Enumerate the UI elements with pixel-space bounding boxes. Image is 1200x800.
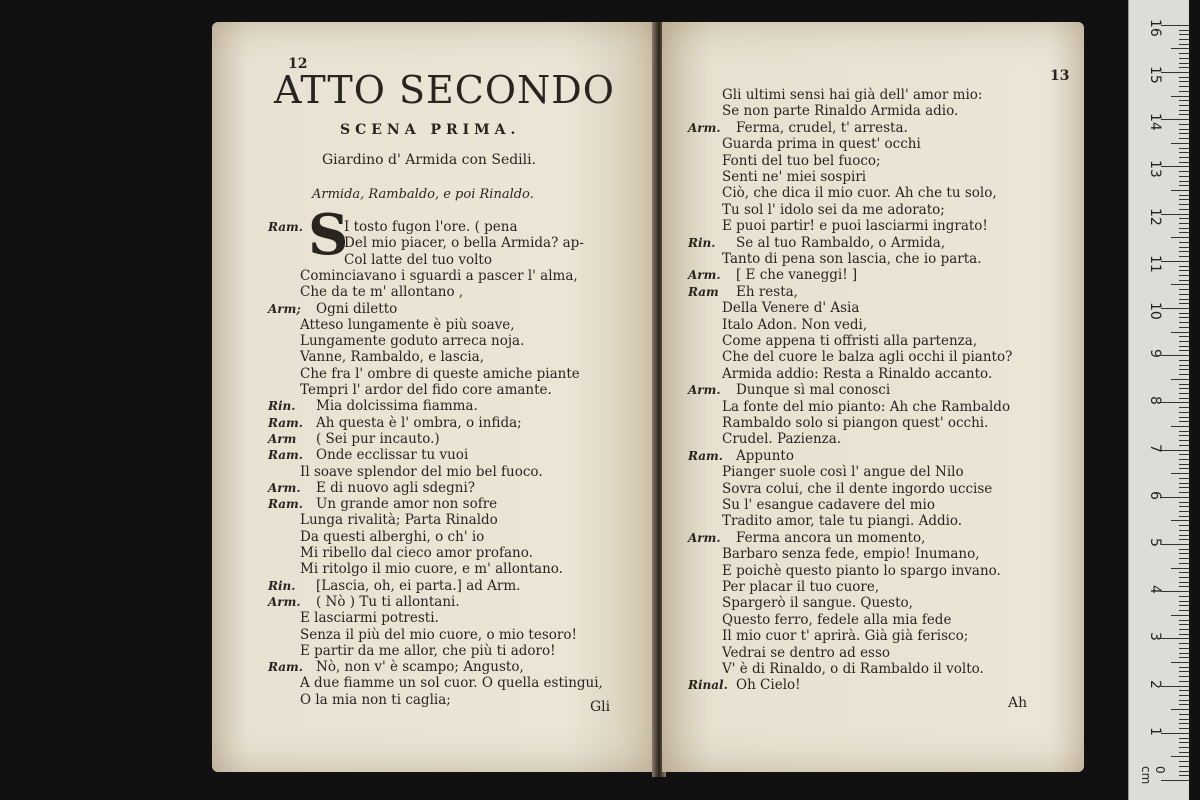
speaker-label: Ram bbox=[688, 284, 719, 299]
ruler-tick bbox=[1179, 653, 1189, 654]
verse-line: ( Nò ) Tu ti allontani. bbox=[316, 593, 460, 610]
ruler-tick bbox=[1179, 39, 1189, 40]
catchword: Ah bbox=[1008, 695, 1028, 711]
page-number: 13 bbox=[1050, 68, 1070, 84]
ruler-tick bbox=[1179, 327, 1189, 328]
ruler-tick bbox=[1179, 535, 1189, 536]
scene-setting: Giardino d' Armida con Sedili. bbox=[322, 152, 537, 168]
ruler-tick bbox=[1179, 634, 1189, 635]
ruler-number: 8 bbox=[1147, 396, 1163, 406]
left-page bbox=[212, 22, 656, 772]
speaker-label: Rin. bbox=[268, 399, 296, 414]
ruler-tick bbox=[1179, 747, 1189, 748]
verse-line: Armida addio: Resta a Rinaldo accanto. bbox=[722, 365, 993, 382]
ruler-unit-label: 0 cm bbox=[1139, 766, 1167, 785]
ruler-tick bbox=[1179, 563, 1189, 564]
ruler-tick bbox=[1179, 775, 1189, 776]
ruler-tick bbox=[1179, 110, 1189, 111]
ruler-tick bbox=[1161, 780, 1189, 781]
verse-line: O la mia non ti caglia; bbox=[300, 691, 451, 708]
ruler-tick bbox=[1179, 553, 1189, 554]
ruler-tick bbox=[1171, 520, 1189, 521]
ruler-tick bbox=[1161, 544, 1189, 545]
speaker-label: Arm. bbox=[268, 594, 301, 609]
ruler-tick bbox=[1179, 280, 1189, 281]
ruler-tick bbox=[1171, 379, 1189, 380]
verse-line: E poichè questo pianto lo spargo invano. bbox=[722, 562, 1001, 579]
verse-line: Tradito amor, tale tu piangi. Addio. bbox=[722, 513, 963, 530]
ruler-tick bbox=[1171, 615, 1189, 616]
verse-line: Se non parte Rinaldo Armida adio. bbox=[722, 103, 959, 120]
verse-line: Gli ultimi sensi hai già dell' amor mio: bbox=[722, 87, 983, 103]
ruler-tick bbox=[1179, 530, 1189, 531]
ruler-tick bbox=[1179, 247, 1189, 248]
ruler-tick bbox=[1179, 322, 1189, 323]
ruler-tick bbox=[1179, 738, 1189, 739]
ruler-tick bbox=[1179, 610, 1189, 611]
ruler-tick bbox=[1179, 728, 1189, 729]
ruler-tick bbox=[1161, 497, 1189, 498]
verse-line: Guarda prima in quest' occhi bbox=[722, 136, 921, 153]
ruler-tick bbox=[1179, 81, 1189, 82]
ruler-tick bbox=[1161, 355, 1189, 356]
ruler-tick bbox=[1179, 761, 1189, 762]
ruler-tick bbox=[1171, 332, 1189, 333]
ruler-number: 3 bbox=[1147, 632, 1163, 642]
speaker-label: Ram. bbox=[268, 448, 303, 463]
ruler-tick bbox=[1179, 629, 1189, 630]
speaker-label: Rin. bbox=[688, 235, 716, 250]
verse-line: Spargerò il sangue. Questo, bbox=[722, 595, 913, 612]
page-number: 12 bbox=[288, 56, 308, 72]
ruler-number: 7 bbox=[1147, 443, 1163, 453]
verse-line: Pianger suole così l' angue del Nilo bbox=[722, 464, 964, 481]
speaker-label: Ram. bbox=[268, 415, 303, 430]
ruler-tick bbox=[1179, 86, 1189, 87]
verse-line: Sovra colui, che il dente ingordo uccise bbox=[722, 480, 993, 497]
ruler-tick bbox=[1179, 336, 1189, 337]
ruler-tick bbox=[1161, 25, 1189, 26]
ruler-tick bbox=[1179, 478, 1189, 479]
ruler-tick bbox=[1179, 270, 1189, 271]
ruler-tick bbox=[1179, 771, 1189, 772]
ruler-tick bbox=[1179, 676, 1189, 677]
ruler-tick bbox=[1161, 308, 1189, 309]
verse-line: Il soave splendor del mio bel fuoco. bbox=[300, 463, 543, 480]
ruler-tick bbox=[1179, 289, 1189, 290]
verse-line: Oh Cielo! bbox=[736, 677, 801, 694]
ruler-tick bbox=[1179, 695, 1189, 696]
verse-line: Ferma, crudel, t' arresta. bbox=[736, 119, 908, 136]
ruler-tick bbox=[1179, 601, 1189, 602]
verse-line: Atteso lungamente è più soave, bbox=[300, 316, 515, 333]
ruler-tick bbox=[1179, 124, 1189, 125]
verse-line: [Lascia, oh, ei parta.] ad Arm. bbox=[316, 577, 521, 594]
verse-line: I tosto fugon l'ore. ( pena bbox=[344, 219, 518, 235]
verse-line: Senti ne' miei sospiri bbox=[722, 169, 867, 185]
ruler-tick bbox=[1179, 445, 1189, 446]
speaker-label: Ram. bbox=[688, 448, 723, 463]
ruler-tick bbox=[1179, 232, 1189, 233]
ruler-tick bbox=[1171, 190, 1189, 191]
ruler-tick bbox=[1161, 119, 1189, 120]
ruler-tick bbox=[1179, 440, 1189, 441]
ruler-tick bbox=[1179, 350, 1189, 351]
verse-line: Da questi alberghi, o ch' io bbox=[300, 528, 485, 545]
ruler-tick bbox=[1179, 199, 1189, 200]
ruler-tick bbox=[1179, 487, 1189, 488]
ruler-tick bbox=[1179, 176, 1189, 177]
verse-line: Vanne, Rambaldo, e lascia, bbox=[300, 349, 484, 366]
ruler-tick bbox=[1179, 313, 1189, 314]
ruler-number: 14 bbox=[1147, 113, 1163, 132]
ruler-tick bbox=[1179, 294, 1189, 295]
verse-line: Appunto bbox=[736, 447, 794, 464]
verse-line: Tu sol l' idolo sei da me adorato; bbox=[722, 201, 945, 218]
ruler-tick bbox=[1179, 384, 1189, 385]
verse-line: E lasciarmi potresti. bbox=[300, 610, 439, 627]
ruler-tick bbox=[1179, 365, 1189, 366]
ruler-tick bbox=[1179, 157, 1189, 158]
ruler-tick bbox=[1179, 251, 1189, 252]
ruler-tick bbox=[1179, 341, 1189, 342]
ruler-tick bbox=[1179, 63, 1189, 64]
ruler-tick bbox=[1179, 464, 1189, 465]
ruler-tick bbox=[1179, 506, 1189, 507]
verse-line: E di nuovo agli sdegni? bbox=[316, 479, 476, 496]
ruler-number: 15 bbox=[1147, 66, 1163, 84]
ruler-tick bbox=[1179, 218, 1189, 219]
ruler-tick bbox=[1179, 752, 1189, 753]
ruler-tick bbox=[1179, 30, 1189, 31]
ruler-tick bbox=[1161, 214, 1189, 215]
verse-line: Per placar il tuo cuore, bbox=[722, 579, 880, 595]
verse-line: Del mio piacer, o bella Armida? ap- bbox=[344, 235, 584, 252]
ruler-tick bbox=[1179, 431, 1189, 432]
verse-line: La fonte del mio pianto: Ah che Rambaldo bbox=[722, 398, 1011, 415]
ruler-tick bbox=[1179, 346, 1189, 347]
speaker-label: Arm. bbox=[688, 530, 721, 545]
ruler-tick bbox=[1179, 317, 1189, 318]
verse-line: Rambaldo solo si piangon quest' occhi. bbox=[722, 415, 989, 431]
verse-line: Onde ecclissar tu vuoi bbox=[316, 447, 469, 464]
open-book bbox=[212, 22, 1088, 782]
ruler-number: 1 bbox=[1147, 726, 1163, 736]
ruler-tick bbox=[1179, 459, 1189, 460]
verse-line: E partir da me allor, che più ti adoro! bbox=[300, 642, 556, 659]
drop-cap: S bbox=[308, 202, 349, 268]
ruler-tick bbox=[1179, 204, 1189, 205]
ruler-tick bbox=[1179, 393, 1189, 394]
ruler-tick bbox=[1179, 624, 1189, 625]
verse-line: Nò, non v' è scampo; Angusto, bbox=[316, 659, 524, 676]
ruler-tick bbox=[1179, 502, 1189, 503]
ruler-tick bbox=[1171, 709, 1189, 710]
ruler-tick bbox=[1179, 398, 1189, 399]
ruler-tick bbox=[1179, 374, 1189, 375]
speaker-label: Ram. bbox=[268, 497, 303, 512]
ruler-tick bbox=[1179, 719, 1189, 720]
ruler-tick bbox=[1179, 700, 1189, 701]
ruler-number: 4 bbox=[1147, 585, 1163, 595]
ruler-tick bbox=[1179, 605, 1189, 606]
verse-line: Su l' esangue cadavere del mio bbox=[722, 497, 935, 513]
ruler-tick bbox=[1179, 148, 1189, 149]
ruler-tick bbox=[1179, 690, 1189, 691]
catchword: Gli bbox=[590, 699, 611, 715]
verse-line: Ah questa è l' ombra, o infida; bbox=[316, 414, 522, 431]
verse-line: Il mio cuor t' aprirà. Già già ferisco; bbox=[722, 628, 969, 645]
ruler-tick bbox=[1179, 766, 1189, 767]
ruler-tick bbox=[1179, 67, 1189, 68]
ruler-tick bbox=[1179, 657, 1189, 658]
ruler-tick bbox=[1161, 591, 1189, 592]
verse-line: Eh resta, bbox=[736, 283, 798, 300]
ruler-tick bbox=[1179, 53, 1189, 54]
ruler-tick bbox=[1179, 643, 1189, 644]
speaker-label: Arm; bbox=[268, 301, 301, 316]
ruler-tick bbox=[1179, 468, 1189, 469]
speaker-label: Rin. bbox=[268, 578, 296, 593]
verse-line: Mia dolcissima fiamma. bbox=[316, 398, 478, 415]
measurement-ruler bbox=[1128, 0, 1189, 800]
character-list: Armida, Rambaldo, e poi Rinaldo. bbox=[312, 187, 534, 202]
verse-line: Questo ferro, fedele alla mia fede bbox=[722, 611, 952, 628]
ruler-tick bbox=[1179, 742, 1189, 743]
ruler-tick bbox=[1179, 492, 1189, 493]
ruler-tick bbox=[1179, 572, 1189, 573]
speaker-label: Arm bbox=[268, 431, 297, 446]
verse-line: Ogni diletto bbox=[316, 300, 398, 317]
ruler-tick bbox=[1161, 638, 1189, 639]
ruler-tick bbox=[1161, 733, 1189, 734]
verse-line: Fonti del tuo bel fuoco; bbox=[722, 152, 881, 169]
right-page bbox=[662, 22, 1084, 772]
ruler-tick bbox=[1179, 181, 1189, 182]
ruler-tick bbox=[1171, 237, 1189, 238]
ruler-tick bbox=[1161, 261, 1189, 262]
ruler-tick bbox=[1171, 426, 1189, 427]
ruler-tick bbox=[1179, 577, 1189, 578]
verse-line: Dunque sì mal conosci bbox=[736, 382, 891, 399]
ruler-tick bbox=[1161, 450, 1189, 451]
ruler-tick bbox=[1179, 228, 1189, 229]
ruler-tick bbox=[1179, 185, 1189, 186]
verse-line: Lunga rivalità; Parta Rinaldo bbox=[300, 512, 498, 529]
ruler-tick bbox=[1171, 756, 1189, 757]
verse-line: ( Sei pur incauto.) bbox=[316, 430, 440, 447]
ruler-tick bbox=[1179, 299, 1189, 300]
ruler-tick bbox=[1179, 412, 1189, 413]
verse-line: Senza il più del mio cuore, o mio tesoro! bbox=[300, 626, 577, 643]
verse-line: Vedrai se dentro ad esso bbox=[722, 644, 891, 661]
verse-line: Tempri l' ardor del fido core amante. bbox=[300, 382, 552, 398]
ruler-tick bbox=[1179, 582, 1189, 583]
speaker-label: Ram. bbox=[268, 220, 303, 234]
ruler-tick bbox=[1179, 91, 1189, 92]
ruler-tick bbox=[1179, 539, 1189, 540]
ruler-number: 2 bbox=[1147, 679, 1163, 689]
verse-line: Crudel. Pazienza. bbox=[722, 431, 842, 448]
ruler-tick bbox=[1179, 171, 1189, 172]
ruler-tick bbox=[1179, 511, 1189, 512]
verse-line: Lungamente goduto arreca noja. bbox=[300, 333, 525, 350]
verse-line: Col latte del tuo volto bbox=[344, 251, 492, 268]
verse-line: Tanto di pena son lascia, che io parta. bbox=[722, 251, 982, 267]
ruler-tick bbox=[1179, 620, 1189, 621]
ruler-tick bbox=[1171, 48, 1189, 49]
ruler-tick bbox=[1179, 681, 1189, 682]
ruler-tick bbox=[1179, 162, 1189, 163]
ruler-tick bbox=[1179, 417, 1189, 418]
ruler-tick bbox=[1179, 596, 1189, 597]
ruler-tick bbox=[1179, 77, 1189, 78]
verse-line: Se al tuo Rambaldo, o Armida, bbox=[736, 234, 946, 251]
ruler-tick bbox=[1161, 72, 1189, 73]
ruler-tick bbox=[1171, 662, 1189, 663]
ruler-tick bbox=[1161, 402, 1189, 403]
ruler-number: 9 bbox=[1147, 349, 1163, 359]
ruler-tick bbox=[1179, 525, 1189, 526]
ruler-tick bbox=[1179, 388, 1189, 389]
scene-heading: SCENA PRIMA. bbox=[340, 122, 521, 138]
ruler-tick bbox=[1179, 586, 1189, 587]
ruler-tick bbox=[1179, 129, 1189, 130]
ruler-tick bbox=[1179, 516, 1189, 517]
ruler-tick bbox=[1179, 34, 1189, 35]
ruler-tick bbox=[1179, 44, 1189, 45]
ruler-tick bbox=[1179, 454, 1189, 455]
verse-line: Un grande amor non sofre bbox=[316, 496, 498, 513]
ruler-tick bbox=[1179, 303, 1189, 304]
ruler-tick bbox=[1179, 667, 1189, 668]
ruler-tick bbox=[1179, 195, 1189, 196]
verse-line: A due fiamme un sol cuor. O quella estingui, bbox=[300, 675, 603, 692]
ruler-tick bbox=[1179, 223, 1189, 224]
verse-line: Mi ritolgo il mio cuore, e m' allontano. bbox=[300, 561, 563, 578]
ruler-tick bbox=[1179, 256, 1189, 257]
ruler-tick bbox=[1179, 671, 1189, 672]
ruler-tick bbox=[1179, 435, 1189, 436]
speaker-label: Arm. bbox=[688, 383, 721, 398]
verse-line: Che da te m' allontano , bbox=[300, 284, 464, 301]
verse-line: Italo Adon. Non vedi, bbox=[722, 316, 868, 333]
ruler-number: 11 bbox=[1147, 254, 1163, 273]
speaker-label: Arm. bbox=[268, 480, 301, 495]
verse-line: Barbaro senza fede, empio! Inumano, bbox=[722, 546, 980, 563]
verse-line: Che del cuore le balza agli occhi il pianto? bbox=[722, 349, 1013, 366]
ruler-number: 12 bbox=[1147, 207, 1163, 226]
ruler-tick bbox=[1171, 473, 1189, 474]
ruler-number: 10 bbox=[1147, 302, 1163, 320]
verse-line: Ferma ancora un momento, bbox=[736, 529, 926, 546]
verse-line: V' è di Rinaldo, o di Rambaldo il volto. bbox=[722, 661, 984, 677]
ruler-tick bbox=[1179, 549, 1189, 550]
ruler-tick bbox=[1179, 407, 1189, 408]
ruler-tick bbox=[1179, 58, 1189, 59]
ruler-tick bbox=[1179, 369, 1189, 370]
verse-line: Che fra l' ombre di queste amiche piante bbox=[300, 365, 580, 382]
ruler-tick bbox=[1161, 686, 1189, 687]
ruler-number: 16 bbox=[1147, 18, 1163, 37]
ruler-tick bbox=[1171, 143, 1189, 144]
ruler-tick bbox=[1179, 105, 1189, 106]
ruler-number: 13 bbox=[1147, 160, 1163, 179]
ruler-tick bbox=[1179, 421, 1189, 422]
verse-line: Cominciavano i sguardi a pascer l' alma, bbox=[300, 267, 578, 284]
ruler-tick bbox=[1179, 242, 1189, 243]
ruler-tick bbox=[1179, 648, 1189, 649]
ruler-tick bbox=[1179, 483, 1189, 484]
ruler-number: 6 bbox=[1147, 490, 1163, 500]
ruler-tick bbox=[1179, 360, 1189, 361]
ruler-tick bbox=[1179, 714, 1189, 715]
ruler-number: 5 bbox=[1147, 538, 1163, 547]
speaker-label: Rinal. bbox=[688, 678, 728, 693]
ruler-tick bbox=[1179, 114, 1189, 115]
verse-line: Come appena ti offristi alla partenza, bbox=[722, 333, 978, 349]
ruler-tick bbox=[1179, 100, 1189, 101]
ruler-tick bbox=[1179, 152, 1189, 153]
speaker-label: Arm. bbox=[688, 120, 721, 135]
ruler-tick bbox=[1171, 568, 1189, 569]
ruler-tick bbox=[1171, 284, 1189, 285]
ruler-tick bbox=[1179, 558, 1189, 559]
verse-line: E puoi partir! e puoi lasciarmi ingrato! bbox=[722, 218, 988, 235]
ruler-tick bbox=[1179, 133, 1189, 134]
act-title: ATTO SECONDO bbox=[274, 68, 615, 112]
verse-line: Mi ribello dal cieco amor profano. bbox=[300, 545, 533, 561]
ruler-tick bbox=[1161, 166, 1189, 167]
ruler-tick bbox=[1179, 209, 1189, 210]
ruler-tick bbox=[1179, 704, 1189, 705]
ruler-tick bbox=[1179, 138, 1189, 139]
speaker-label: Arm. bbox=[688, 268, 721, 283]
verse-line: Ciò, che dica il mio cuor. Ah che tu solo, bbox=[722, 185, 997, 202]
speaker-label: Ram. bbox=[268, 660, 303, 675]
verse-line: Della Venere d' Asia bbox=[722, 300, 860, 317]
verse-line: [ E che vaneggi! ] bbox=[736, 267, 858, 284]
ruler-tick bbox=[1171, 96, 1189, 97]
ruler-tick bbox=[1179, 723, 1189, 724]
ruler-tick bbox=[1179, 275, 1189, 276]
ruler-tick bbox=[1179, 266, 1189, 267]
